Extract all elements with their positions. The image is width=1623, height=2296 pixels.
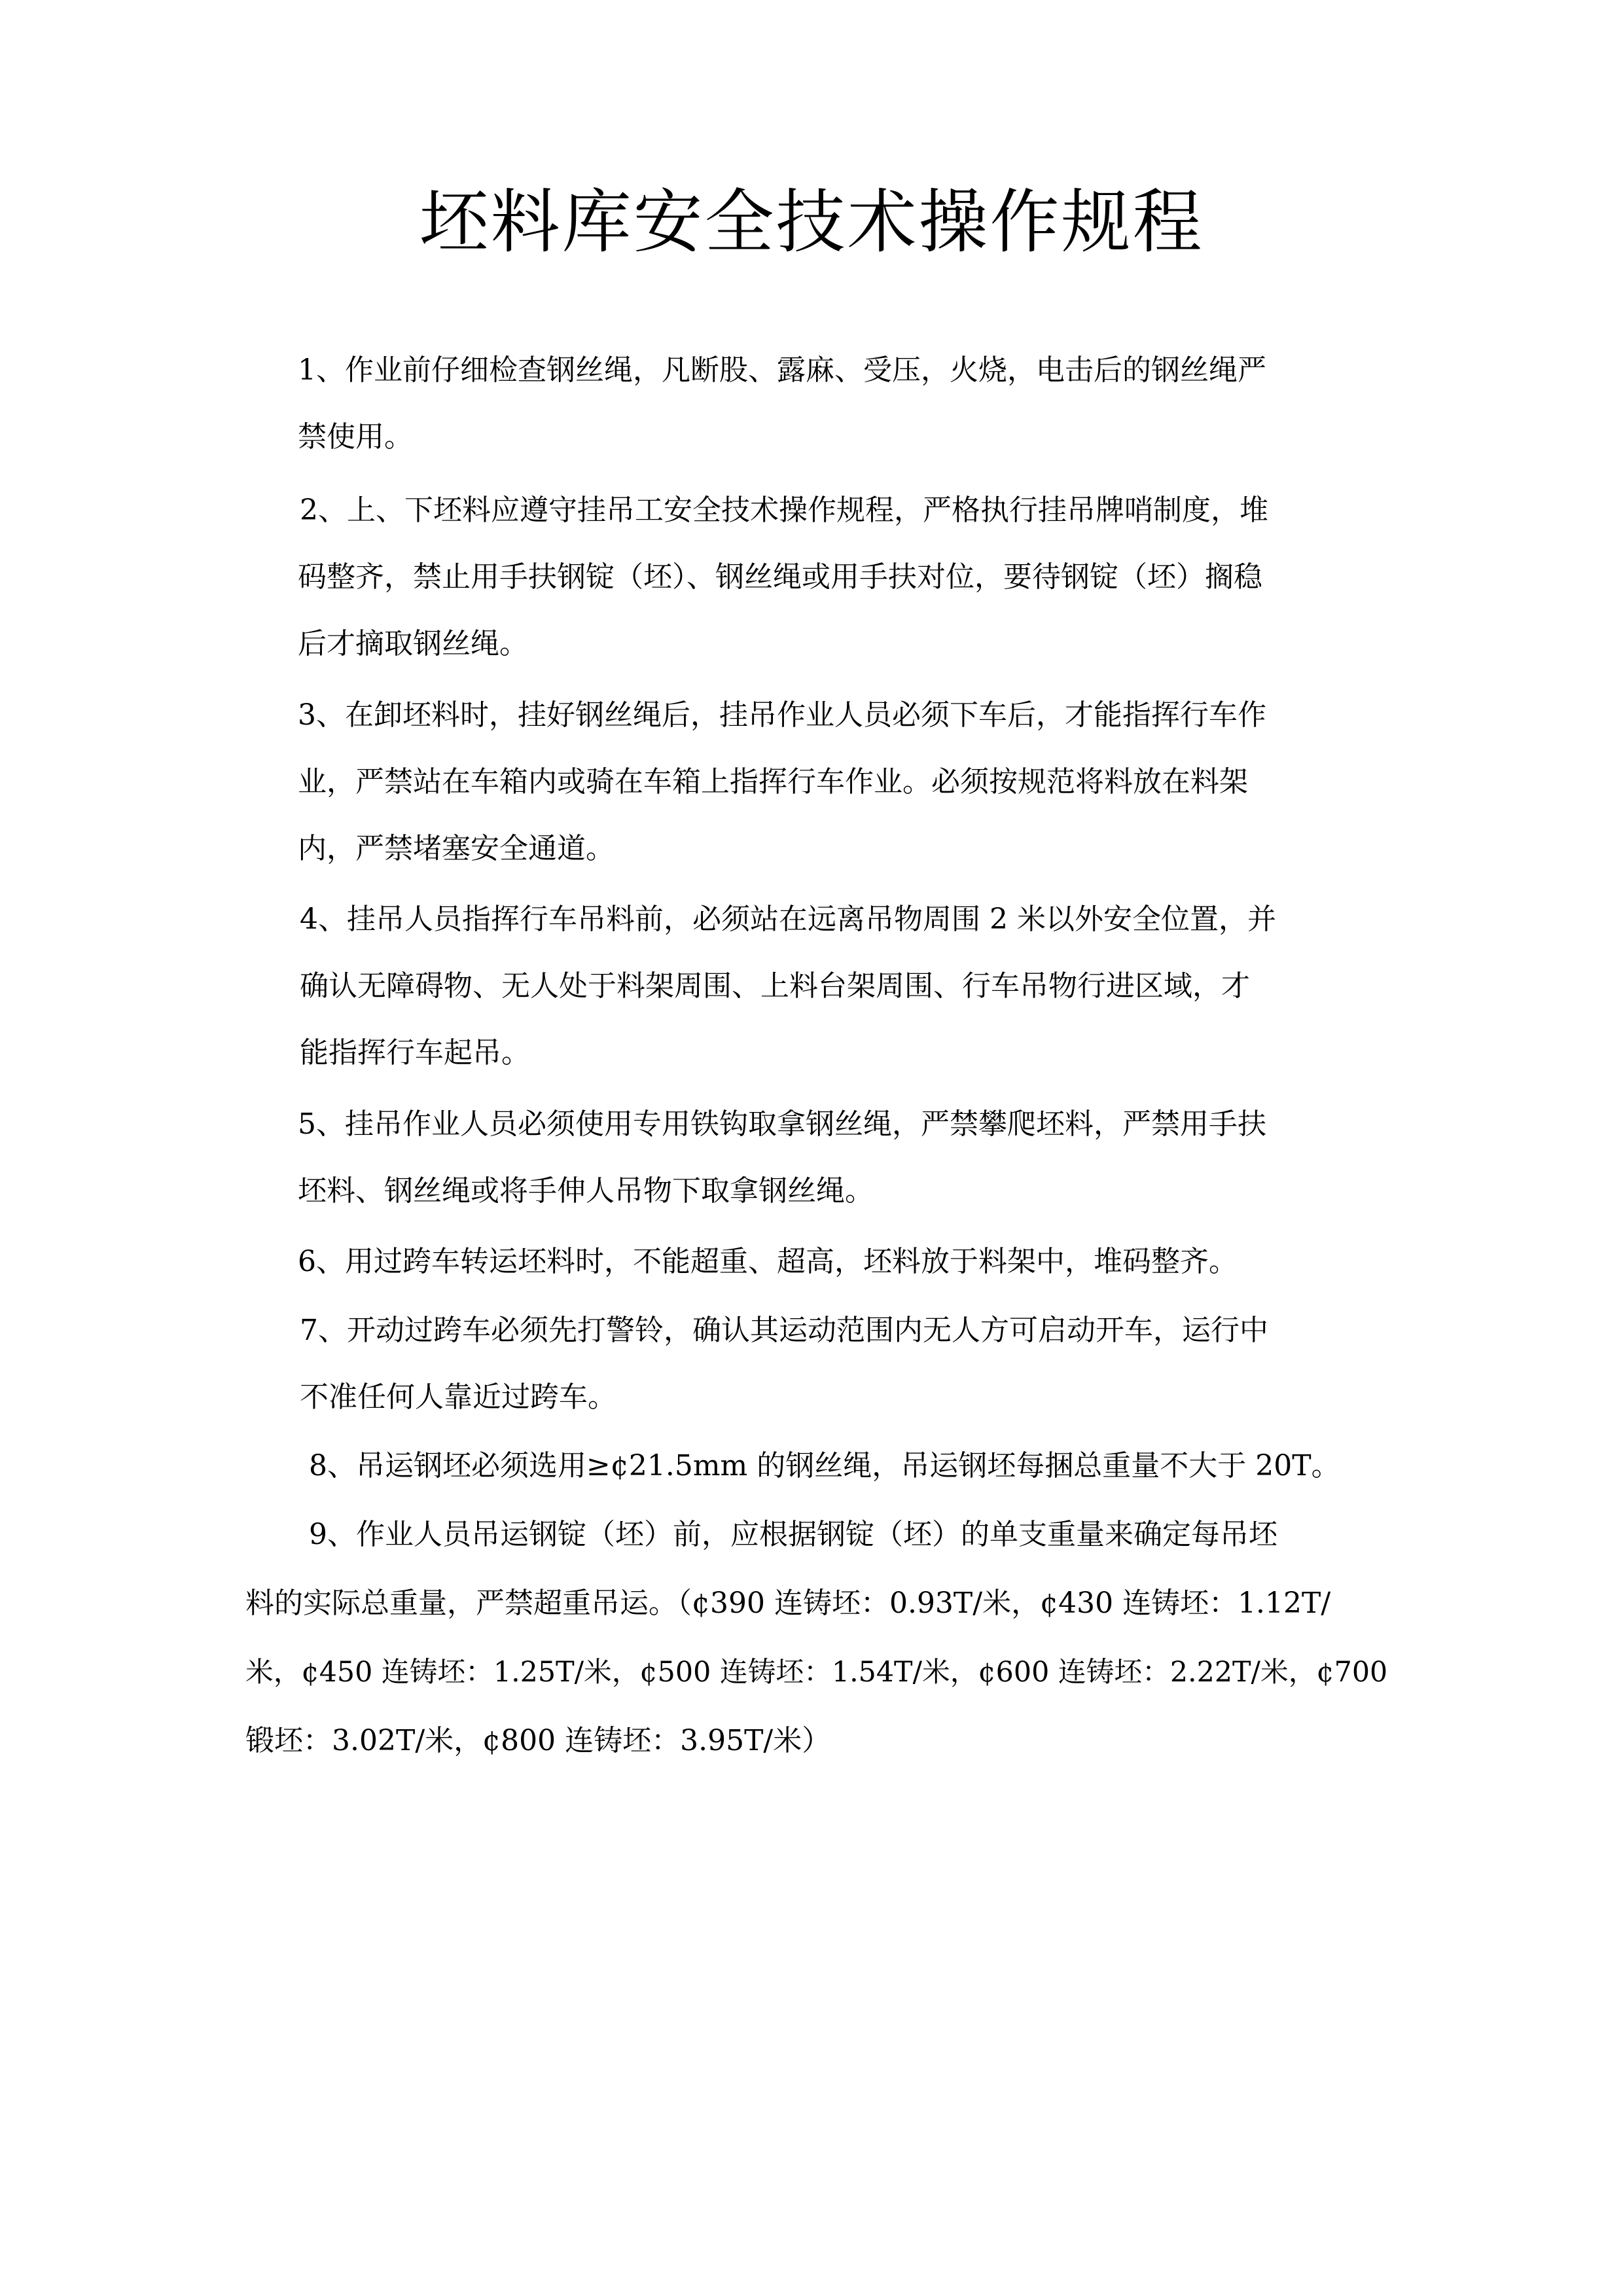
rule-3-line-3: 内，严禁堵塞安全通道。 <box>298 832 615 865</box>
rule-2-line-2: 码整齐，禁止用手扶钢锭（坯）、钢丝绳或用手扶对位，要待钢锭（坯）搁稳 <box>298 560 1262 594</box>
rule-4-line-1: 4、挂吊人员指挥行车吊料前，必须站在远离吊物周围 2 米以外安全位置，并 <box>300 903 1276 936</box>
rule-9-line-4: 锻坯：3.02T/米，¢800 连铸坯：3.95T/米） <box>245 1724 831 1757</box>
rule-8-line-1: 8、吊运钢坯必须选用≥¢21.5mm 的钢丝绳，吊运钢坯每捆总重量不大于 20T。 <box>309 1449 1340 1482</box>
rule-1-line-1: 1、作业前仔细检查钢丝绳，凡断股、露麻、受压，火烧，电击后的钢丝绳严 <box>298 353 1266 387</box>
rule-2-line-1: 2、上、下坯料应遵守挂吊工安全技术操作规程，严格执行挂吊牌哨制度，堆 <box>300 493 1268 527</box>
rule-3-line-1: 3、在卸坯料时，挂好钢丝绳后，挂吊作业人员必须下车后，才能指挥行车作 <box>298 698 1266 732</box>
document-title: 坯料库安全技术操作规程 <box>419 182 1204 262</box>
rule-5-line-1: 5、挂吊作业人员必须使用专用铁钩取拿钢丝绳，严禁攀爬坯料，严禁用手扶 <box>298 1107 1266 1141</box>
rule-9-line-3: 米，¢450 连铸坯：1.25T/米，¢500 连铸坯：1.54T/米，¢600 连铸坯：2.22T/米，¢700 <box>245 1656 1388 1689</box>
rule-4-line-2: 确认无障碍物、无人处于料架周围、上料台架周围、行车吊物行进区域，才 <box>300 969 1250 1003</box>
rule-6-line-1: 6、用过跨车转运坯料时，不能超重、超高，坯料放于料架中，堆码整齐。 <box>298 1245 1238 1278</box>
rule-5-line-2: 坯料、钢丝绳或将手伸人吊物下取拿钢丝绳。 <box>298 1174 874 1208</box>
rule-9-line-2: 料的实际总重量，严禁超重吊运。（¢390 连铸坯：0.93T/米，¢430 连铸坯：1.12T/ <box>245 1587 1331 1620</box>
rule-1-line-2: 禁使用。 <box>298 420 413 454</box>
rule-3-line-2: 业，严禁站在车箱内或骑在车箱上指挥行车作业。必须按规范将料放在料架 <box>298 765 1248 798</box>
rule-7-line-2: 不准任何人靠近过跨车。 <box>300 1380 616 1414</box>
rule-4-line-3: 能指挥行车起吊。 <box>300 1036 530 1069</box>
rule-2-line-3: 后才摘取钢丝绳。 <box>298 627 528 660</box>
rule-9-line-1: 9、作业人员吊运钢锭（坯）前，应根据钢锭（坯）的单支重量来确定每吊坯 <box>309 1518 1277 1551</box>
rule-7-line-1: 7、开动过跨车必须先打警铃，确认其运动范围内无人方可启动开车，运行中 <box>300 1314 1268 1347</box>
